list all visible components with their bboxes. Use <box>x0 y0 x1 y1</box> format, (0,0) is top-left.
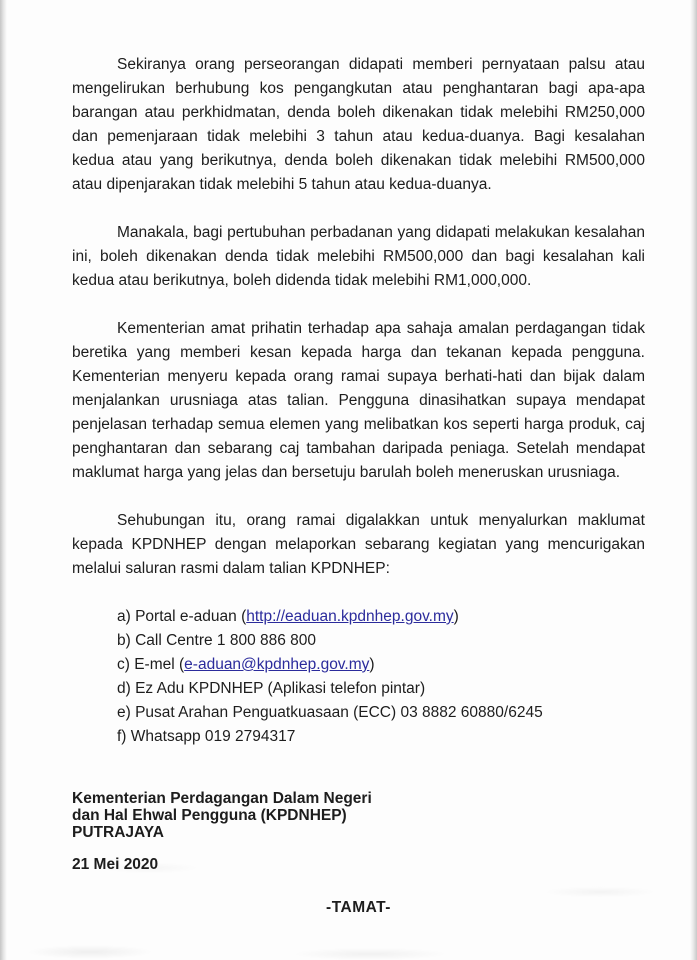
channel-text: ) <box>369 656 375 673</box>
channel-item-portal <box>117 605 645 629</box>
signature-line-city: PUTRAJAYA <box>72 824 164 841</box>
paragraph-penalty-individual: Sekiranya orang perseorangan didapati memberi pernyataan palsu atau mengelirukan berhubung kos pengangkutan atau penghantaran bagi apa-apa barangan atau perkhidmatan, denda boleh dikenakan tidak melebihi RM250,000 dan pemenjaraan tidak melebihi 3 tahun atau kedua-duanya. Bagi kesalahan kedua atau yang berikutnya, denda boleh dikenakan tidak melebihi RM500,000 atau dipenjarakan tidak melebihi 5 tahun atau kedua-duanya. <box>72 56 645 193</box>
photo-edge-right <box>690 0 697 960</box>
paragraph-ministry-advice: Kementerian amat prihatin terhadap apa sahaja amalan perdagangan tidak beretika yang memberi kesan kepada harga dan tekanan kepada pengguna. Kementerian menyeru kepada orang ramai supaya berhati-hati dan bijak dalam menjalankan urusniaga atas talian. Pengguna dinasihatkan supaya mendapat penjelasan terhadap semua elemen yang melibatkan kos seperti harga produk, caj penghantaran dan sebarang caj tambahan daripada peniaga. Setelah mendapat maklumat harga yang jelas dan bersetuju barulah boleh meneruskan urusniaga. <box>72 320 645 481</box>
channel-text: e) Pusat Arahan Penguatkuasaan (ECC) 03 8882 60880/6245 <box>117 704 543 721</box>
channel-text: a) Portal e-aduan ( <box>117 608 247 625</box>
document-body <box>72 53 645 920</box>
channel-text: c) E-mel ( <box>117 656 185 673</box>
channel-text: ) <box>453 608 459 625</box>
signature-line-ministry: Kementerian Perdagangan Dalam Negeri <box>72 790 372 807</box>
document-date: 21 Mei 2020 <box>72 856 159 873</box>
end-marker: -TAMAT- <box>326 899 391 916</box>
email-link[interactable]: e-aduan@kpdnhep.gov.my <box>184 656 370 673</box>
complaint-channels-list <box>72 605 645 749</box>
channel-text: f) Whatsapp 019 2794317 <box>117 728 296 745</box>
channel-item-ecc <box>117 701 645 725</box>
channel-item-email <box>117 653 645 677</box>
signature-block <box>72 790 645 841</box>
signature-line-ministry-2: dan Hal Ehwal Pengguna (KPDNHEP) <box>72 807 347 824</box>
channel-text: b) Call Centre 1 800 886 800 <box>117 632 317 649</box>
paragraph-reporting-intro: Sehubungan itu, orang ramai digalakkan untuk menyalurkan maklumat kepada KPDNHEP dengan melaporkan sebarang kegiatan yang mencurigakan melalui saluran rasmi dalam talian KPDNHEP: <box>72 512 645 577</box>
channel-item-whatsapp <box>117 725 645 749</box>
paragraph-penalty-corporate: Manakala, bagi pertubuhan perbadanan yang didapati melakukan kesalahan ini, boleh dikenakan denda tidak melebihi RM500,000 dan bagi kesalahan kali kedua atau berikutnya, boleh didenda tidak melebihi RM1,000,000. <box>72 224 645 289</box>
channel-item-ezadu-app <box>117 677 645 701</box>
channel-text: d) Ez Adu KPDNHEP (Aplikasi telefon pintar) <box>117 680 426 697</box>
eaduan-portal-link[interactable]: http://eaduan.kpdnhep.gov.my <box>246 608 454 625</box>
photo-edge-left <box>0 0 7 960</box>
channel-item-call-centre <box>117 629 645 653</box>
